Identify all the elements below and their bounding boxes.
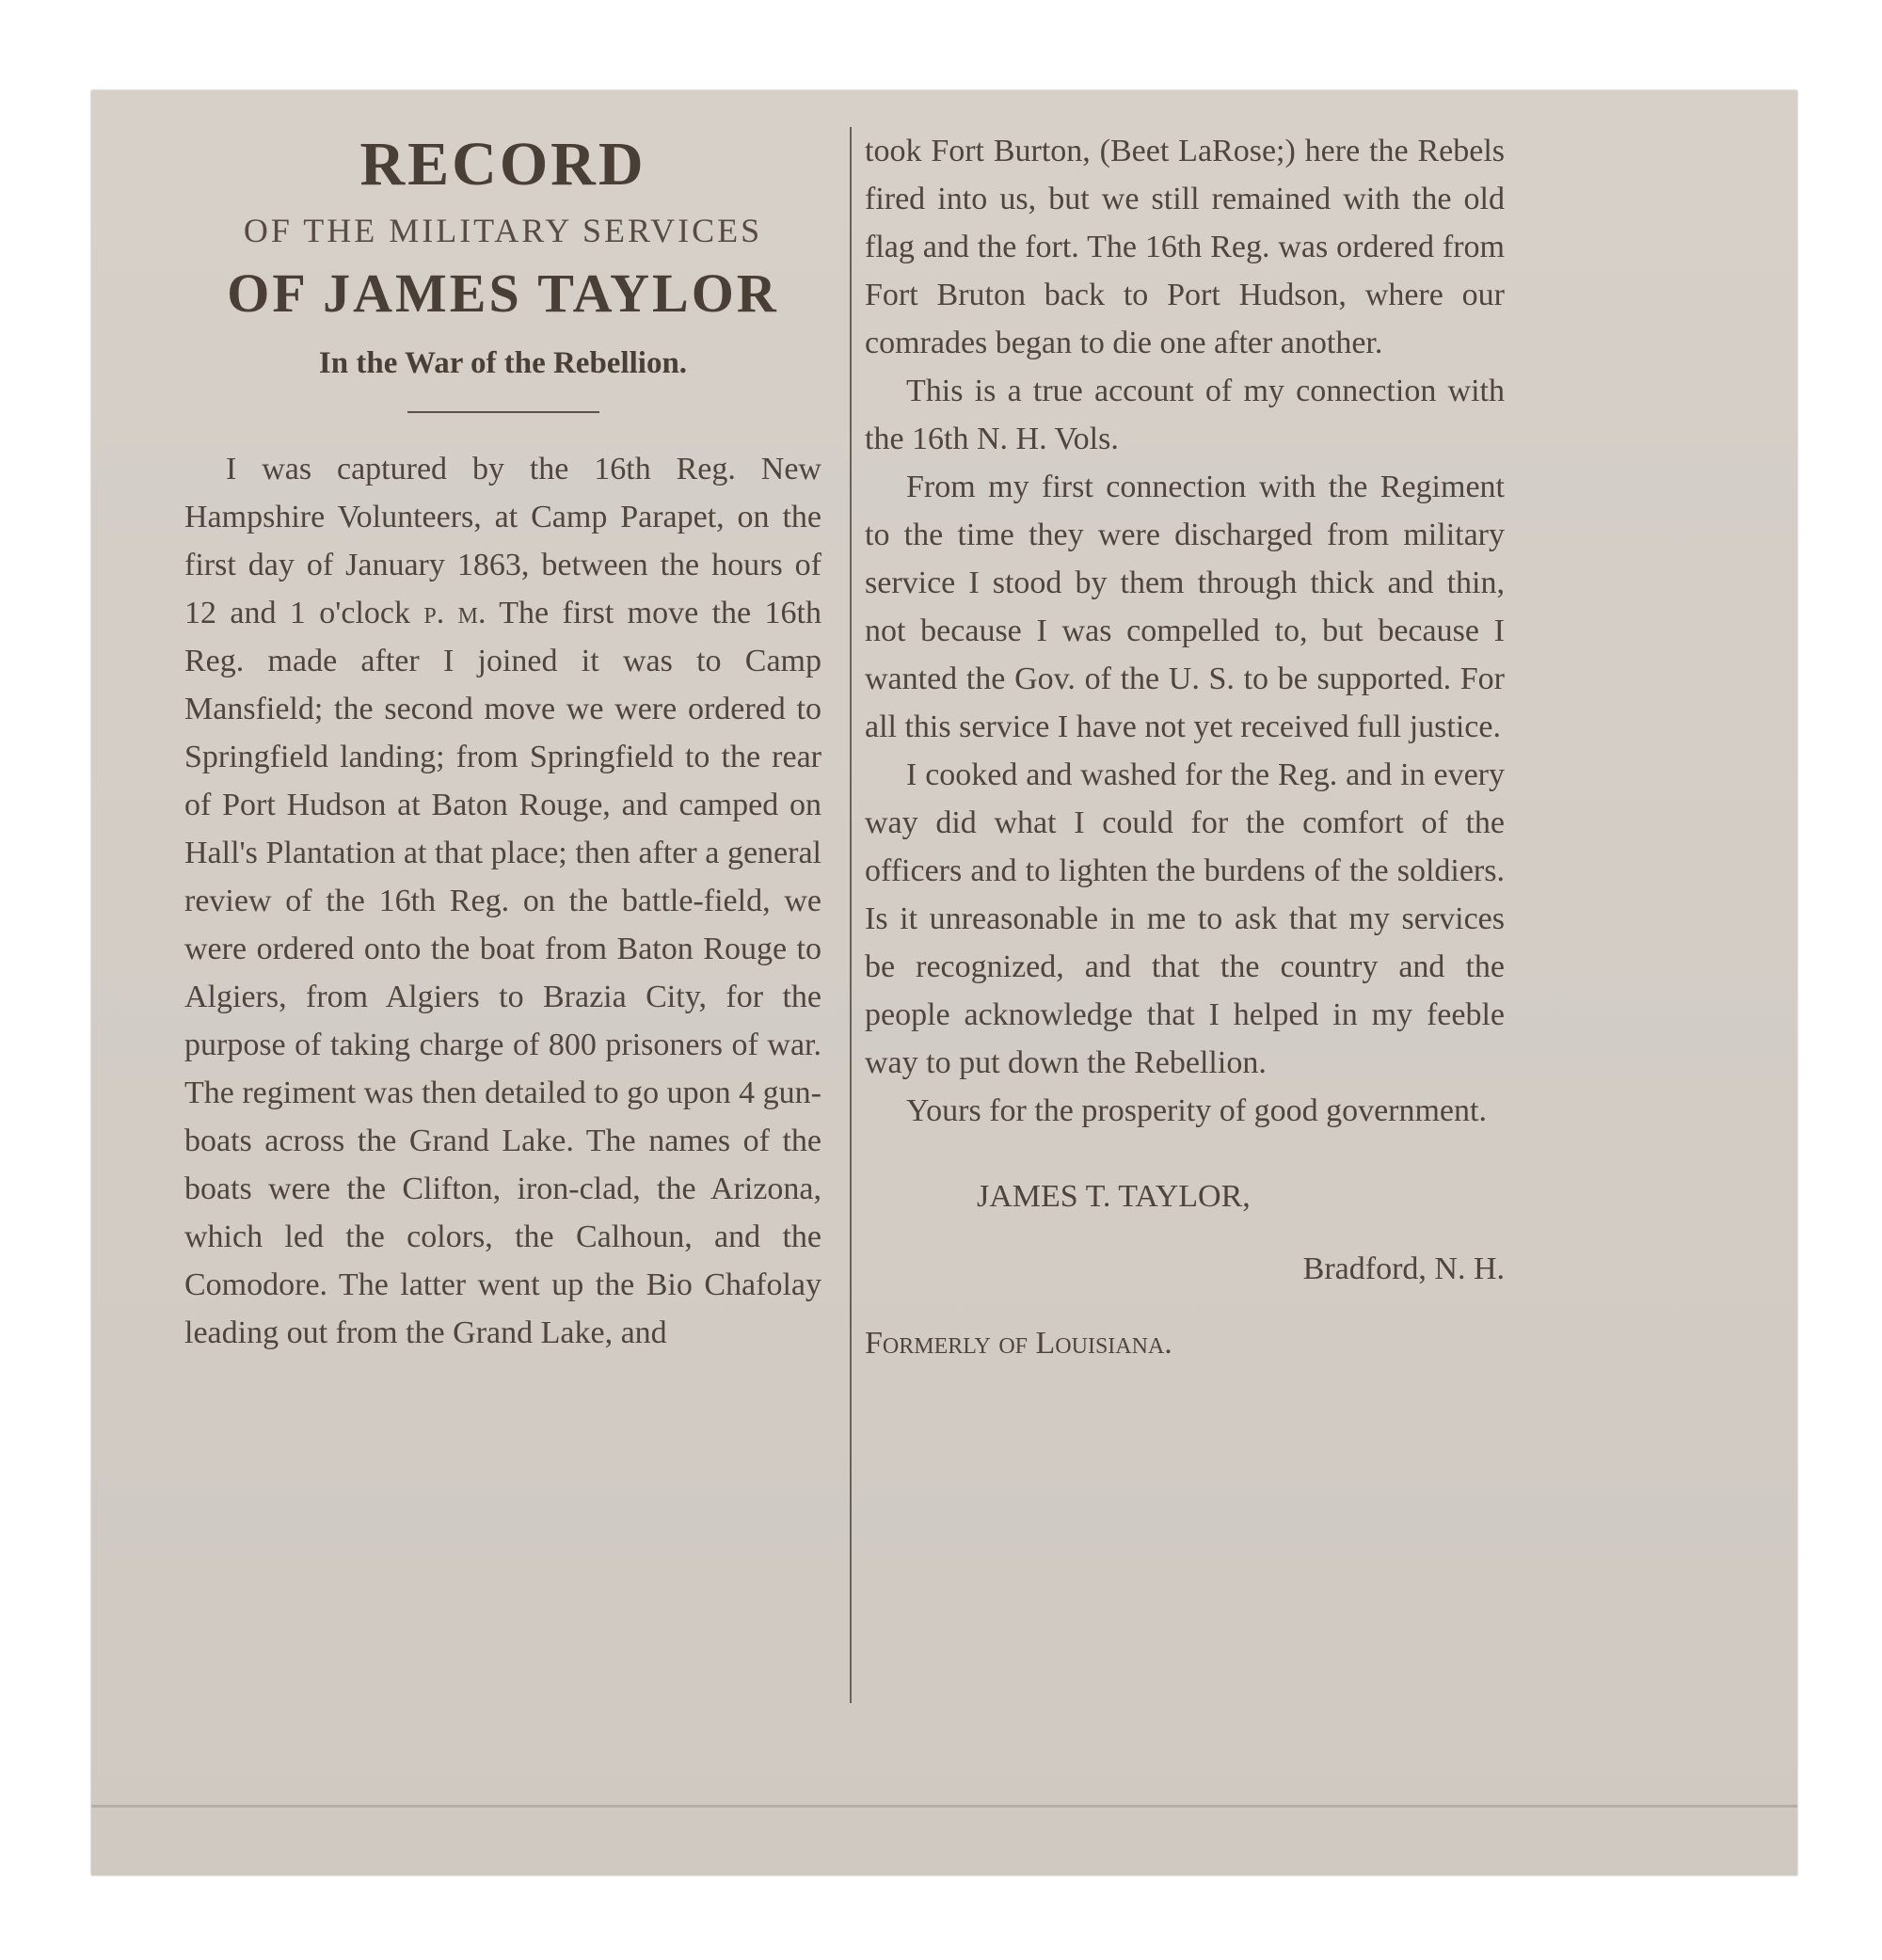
paper-crease bbox=[91, 1805, 1797, 1808]
right-paragraph-3: From my first connection with the Regiment to the time they were discharged from military service I stood by them through thick and thin, not because I was compelled to, but because I wanted the Gov. of the U. S. to be supported. For all this service I have not yet received full justice. bbox=[865, 470, 1505, 744]
title-rule bbox=[407, 411, 599, 413]
title-military-services: OF THE MILITARY SERVICES bbox=[243, 212, 763, 249]
right-paragraph-2: This is a true account of my connection with the 16th N. H. Vols. bbox=[865, 374, 1505, 456]
formerly-note: Formerly of Louisiana. bbox=[865, 1326, 1172, 1361]
left-paragraph-1-cont: The first move the 16th Reg. made after I joined it was to Camp Mansfield; the second move we were ordered to Springfield landing; from Springfield to the rear of Port Hudson at Baton Rouge, and camped on Hall's Plantation at that place; then after a general review of the 16th Reg. on the battle-field, we were ordered onto the boat from Baton Rouge to Algiers, from Algiers to Brazia City, for the purpose of taking charge of 800 prisoners of war. The regiment was then detailed to go upon 4 gun-boats across the Grand Lake. The names of the boats were the Clifton, iron-clad, the Arizona, which led the colors, the Calhoun, and the Comodore. The latter went up the Bio Chafolay leading out from the Grand Lake, and bbox=[184, 595, 821, 1350]
signature-place: Bradford, N. H. bbox=[1302, 1251, 1505, 1286]
subtitle: In the War of the Rebellion. bbox=[318, 346, 688, 381]
right-column bbox=[865, 127, 1505, 1367]
pm-abbrev: p. m. bbox=[423, 595, 486, 630]
right-paragraph-5: Yours for the prosperity of good government. bbox=[906, 1093, 1487, 1128]
left-column bbox=[184, 130, 821, 1357]
left-paragraph-1 bbox=[184, 445, 821, 1357]
left-paragraph-1-text: I was captured by the 16th Reg. New Hampshire Volunteers, at Camp Parapet, on the first day of January 1863, between the hours of 12 and 1 o'clock bbox=[184, 451, 821, 630]
title-name: OF JAMES TAYLOR bbox=[227, 262, 779, 324]
title-record: RECORD bbox=[359, 130, 646, 199]
signature-name: JAMES T. TAYLOR, bbox=[977, 1179, 1251, 1214]
right-paragraph-1: took Fort Burton, (Beet LaRose;) here the Rebels fired into us, but we still remained with the old flag and the fort. The 16th Reg. was ordered from Fort Bruton back to Port Hudson, where our comrades began to die one after another. bbox=[865, 134, 1505, 360]
right-paragraph-4: I cooked and washed for the Reg. and in every way did what I could for the comfort of the officers and to lighten the burdens of the soldiers. Is it unreasonable in me to ask that my services be recognized, and that the country and the people acknowledge that I helped in my feeble way to put down the Rebellion. bbox=[865, 757, 1505, 1080]
column-divider bbox=[850, 127, 852, 1703]
